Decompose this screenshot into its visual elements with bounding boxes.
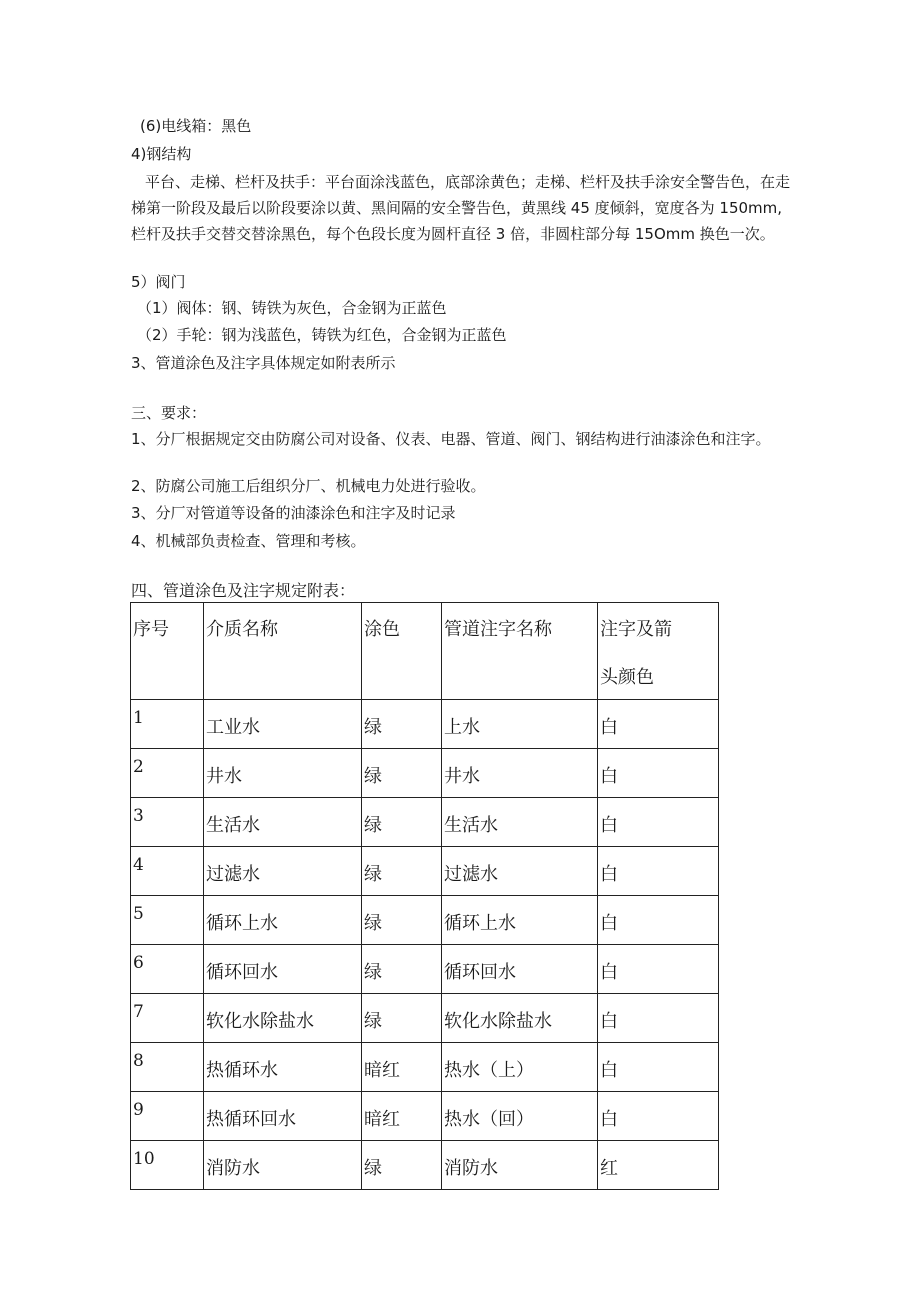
header-label: 管道注字名称: [442, 603, 598, 700]
cell-no: 4: [131, 847, 204, 896]
item-pipe-coloring-ref: 3、管道涂色及注字具体规定如附表所示: [131, 354, 396, 372]
cell-medium: 生活水: [204, 798, 362, 847]
cell-no: 2: [131, 749, 204, 798]
header-color: 涂色: [362, 603, 442, 700]
requirement-2: 2、防腐公司施工后组织分厂、机械电力处进行验收。: [131, 477, 486, 495]
cell-color: 绿: [362, 945, 442, 994]
cell-arrow-color: 白: [598, 1043, 719, 1092]
cell-medium: 过滤水: [204, 847, 362, 896]
cell-color: 绿: [362, 847, 442, 896]
requirement-3: 3、分厂对管道等设备的油漆涂色和注字及时记录: [131, 504, 456, 522]
table-row: [131, 896, 719, 945]
cell-arrow-color: 白: [598, 700, 719, 749]
cell-medium: 热循环回水: [204, 1092, 362, 1141]
table-row: [131, 700, 719, 749]
cell-no: 8: [131, 1043, 204, 1092]
paragraph-steel-structure: 平台、走梯、栏杆及扶手：平台面涂浅蓝色，底部涂黄色；走梯、栏杆及扶手涂安全警告色，在走梯第一阶段及最后以阶段要涂以黄、黑间隔的安全警告色，黄黑线 45 度倾斜，宽度各为 150mm,栏杆及扶手交替交替涂黑色，每个色段长度为圆杆直径 3 倍，非圆柱部分每 15Omm 换色一次。: [131, 173, 791, 243]
cell-arrow-color: 白: [598, 945, 719, 994]
item-valve-handwheel: （2）手轮：钢为浅蓝色，铸铁为红色，合金钢为正蓝色: [137, 326, 507, 344]
cell-arrow-color: 白: [598, 994, 719, 1043]
table-row: [131, 945, 719, 994]
cell-label: 热水（回）: [442, 1092, 598, 1141]
cell-medium: 消防水: [204, 1141, 362, 1190]
cell-color: 绿: [362, 798, 442, 847]
cell-arrow-color: 白: [598, 847, 719, 896]
header-medium: 介质名称: [204, 603, 362, 700]
cell-label: 过滤水: [442, 847, 598, 896]
table-row: [131, 994, 719, 1043]
cell-color: 暗红: [362, 1092, 442, 1141]
cell-medium: 软化水除盐水: [204, 994, 362, 1043]
cell-label: 井水: [442, 749, 598, 798]
table-row: [131, 749, 719, 798]
item-electrical-box: (6)电线箱：黑色: [140, 117, 252, 135]
cell-no: 3: [131, 798, 204, 847]
header-arrow-color-line2: 头颜色: [600, 667, 654, 688]
table-row: [131, 1043, 719, 1092]
cell-no: 5: [131, 896, 204, 945]
cell-label: 软化水除盐水: [442, 994, 598, 1043]
cell-medium: 井水: [204, 749, 362, 798]
pipe-color-table: [130, 602, 719, 1190]
cell-medium: 工业水: [204, 700, 362, 749]
page-bottom-margin: [0, 1198, 920, 1301]
cell-label: 消防水: [442, 1141, 598, 1190]
table-header-row: [131, 603, 719, 700]
cell-label: 生活水: [442, 798, 598, 847]
section-requirements-heading: 三、要求：: [131, 404, 207, 422]
cell-no: 6: [131, 945, 204, 994]
header-no: 序号: [131, 603, 204, 700]
cell-arrow-color: 白: [598, 798, 719, 847]
cell-arrow-color: 白: [598, 1092, 719, 1141]
cell-color: 绿: [362, 749, 442, 798]
cell-arrow-color: 白: [598, 749, 719, 798]
table-row: [131, 1092, 719, 1141]
cell-arrow-color: 白: [598, 896, 719, 945]
header-arrow-color: [598, 603, 719, 700]
cell-medium: 循环上水: [204, 896, 362, 945]
cell-color: 暗红: [362, 1043, 442, 1092]
table-row: [131, 847, 719, 896]
table-caption: 四、管道涂色及注字规定附表：: [131, 581, 356, 600]
cell-medium: 循环回水: [204, 945, 362, 994]
cell-label: 上水: [442, 700, 598, 749]
cell-label: 循环回水: [442, 945, 598, 994]
cell-label: 热水（上）: [442, 1043, 598, 1092]
item-valve-body: （1）阀体：钢、铸铁为灰色，合金钢为正蓝色: [137, 299, 447, 317]
cell-color: 绿: [362, 896, 442, 945]
cell-medium: 热循环水: [204, 1043, 362, 1092]
header-arrow-color-line1: 注字及箭: [600, 619, 672, 640]
cell-no: 9: [131, 1092, 204, 1141]
cell-no: 7: [131, 994, 204, 1043]
cell-no: 10: [131, 1141, 204, 1190]
requirement-1: 1、分厂根据规定交由防腐公司对设备、仪表、电器、管道、阀门、钢结构进行油漆涂色和注字。: [131, 430, 771, 448]
cell-color: 绿: [362, 1141, 442, 1190]
table-row: [131, 1141, 719, 1190]
cell-arrow-color: 红: [598, 1141, 719, 1190]
cell-label: 循环上水: [442, 896, 598, 945]
heading-valves: 5）阀门: [131, 273, 186, 291]
cell-color: 绿: [362, 994, 442, 1043]
cell-color: 绿: [362, 700, 442, 749]
table-row: [131, 798, 719, 847]
requirement-4: 4、机械部负责检查、管理和考核。: [131, 532, 366, 550]
cell-no: 1: [131, 700, 204, 749]
heading-steel-structure: 4)钢结构: [131, 145, 192, 163]
